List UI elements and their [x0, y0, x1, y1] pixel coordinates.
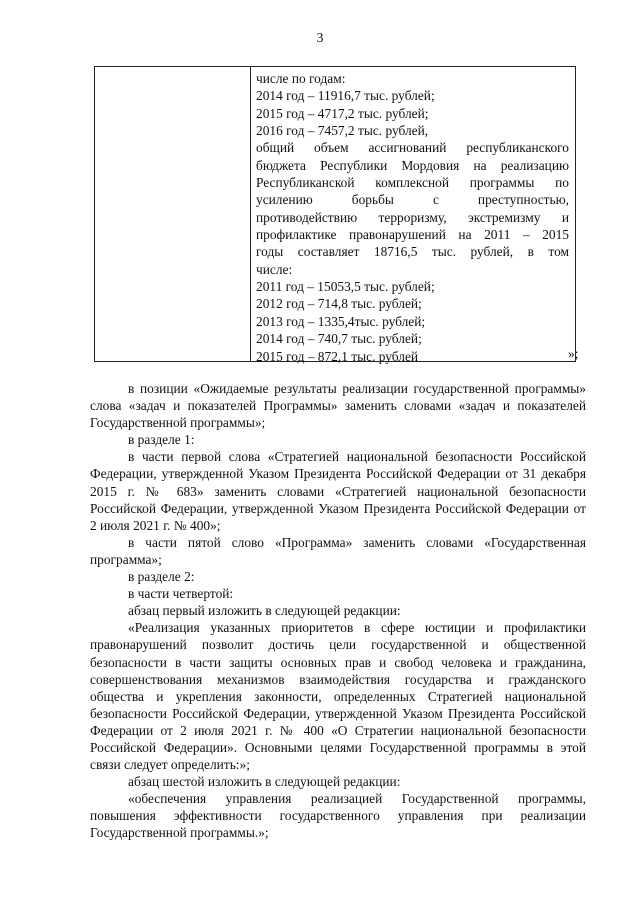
instruction-first-paragraph: абзац первый изложить в следующей редакции:: [128, 603, 401, 619]
table-line: 2014 год – 11916,7 тыс. рублей;: [256, 88, 435, 104]
table-line: числе по годам:: [256, 71, 346, 86]
table-line: 2011 год – 15053,5 тыс. рублей;: [256, 279, 435, 295]
table-column-divider: [250, 67, 251, 361]
paragraph-new-wording-6: «обеспечения управления реализацией Государственной программы, повышения эффективности государственного управления при реализации Государственной программы.»;: [90, 791, 586, 841]
table-line: Республиканской комплексной программы по: [256, 175, 569, 191]
heading-section-1: в разделе 1:: [128, 432, 195, 448]
paragraph-part-one: в части первой слова «Стратегией национальной безопасности Российской Федерации, утвержденной Указом Президента Российской Федерации от 31 декабря 2015 г. № 683» заменить словами «Стратегией национальной безопасности Российской Федерации, утвержденной Указом Президента Российской Федерации от 2 июля 2021 г. № 400»;: [90, 449, 586, 533]
amendments-text: [90, 380, 586, 842]
table-line: бюджета Республики Мордовия на реализацию: [256, 157, 569, 173]
heading-section-2: в разделе 2:: [128, 569, 195, 585]
table-line: числе:: [256, 261, 293, 277]
heading-part-four: в части четвертой:: [128, 586, 234, 602]
budget-table: [94, 66, 579, 364]
table-line: 2016 год – 7457,2 тыс. рублей,: [256, 123, 429, 139]
table-line: 2015 год – 872,1 тыс. рублей: [256, 348, 419, 364]
paragraph-expected-results: в позиции «Ожидаемые результаты реализации государственной программы» слова «задач и показателей Программы» заменить словами «задач и показателей Государственной программы»;: [90, 381, 586, 431]
instruction-sixth-paragraph: абзац шестой изложить в следующей редакции:: [128, 774, 401, 790]
table-line: 2014 год – 740,7 тыс. рублей;: [256, 331, 422, 347]
table-line: годы составляет 18716,5 тыс. рублей, в том: [256, 244, 569, 260]
table-line: 2013 год – 1335,4тыс. рублей;: [256, 313, 426, 329]
closing-quote-mark: »;: [568, 346, 579, 361]
table-right-cell: [256, 70, 569, 365]
table-line: профилактике правонарушений на 2011 – 2015: [256, 227, 569, 243]
paragraph-part-five: в части пятой слово «Программа» заменить словами «Государственная программа»;: [90, 534, 586, 567]
table-line: противодействию терроризму, экстремизму и: [256, 209, 569, 225]
table-line: 2015 год – 4717,2 тыс. рублей;: [256, 105, 429, 121]
paragraph-new-wording-1: «Реализация указанных приоритетов в сфере юстиции и профилактики правонарушений позволит достичь цели государственной и общественной безопасности в части защиты основных прав и свобод человека и гражданина, совершенствования механизмов взаимодействия государства и гражданского общества и укрепления законности, определенных Стратегией национальной безопасности Российской Федерации, утвержденной Указом Президента Российской Федерации от 2 июля 2021 г. № 400 «О Стратегии национальной безопасности Российской Федерации». Основными целями Государственной программы в этой связи следует определить:»;: [90, 620, 586, 773]
table-line: усилению борьбы с преступностью,: [256, 192, 569, 208]
page-number: 3: [316, 31, 324, 46]
table-line: 2012 год – 714,8 тыс. рублей;: [256, 296, 422, 312]
table-line: общий объем ассигнований республиканского: [256, 140, 569, 156]
